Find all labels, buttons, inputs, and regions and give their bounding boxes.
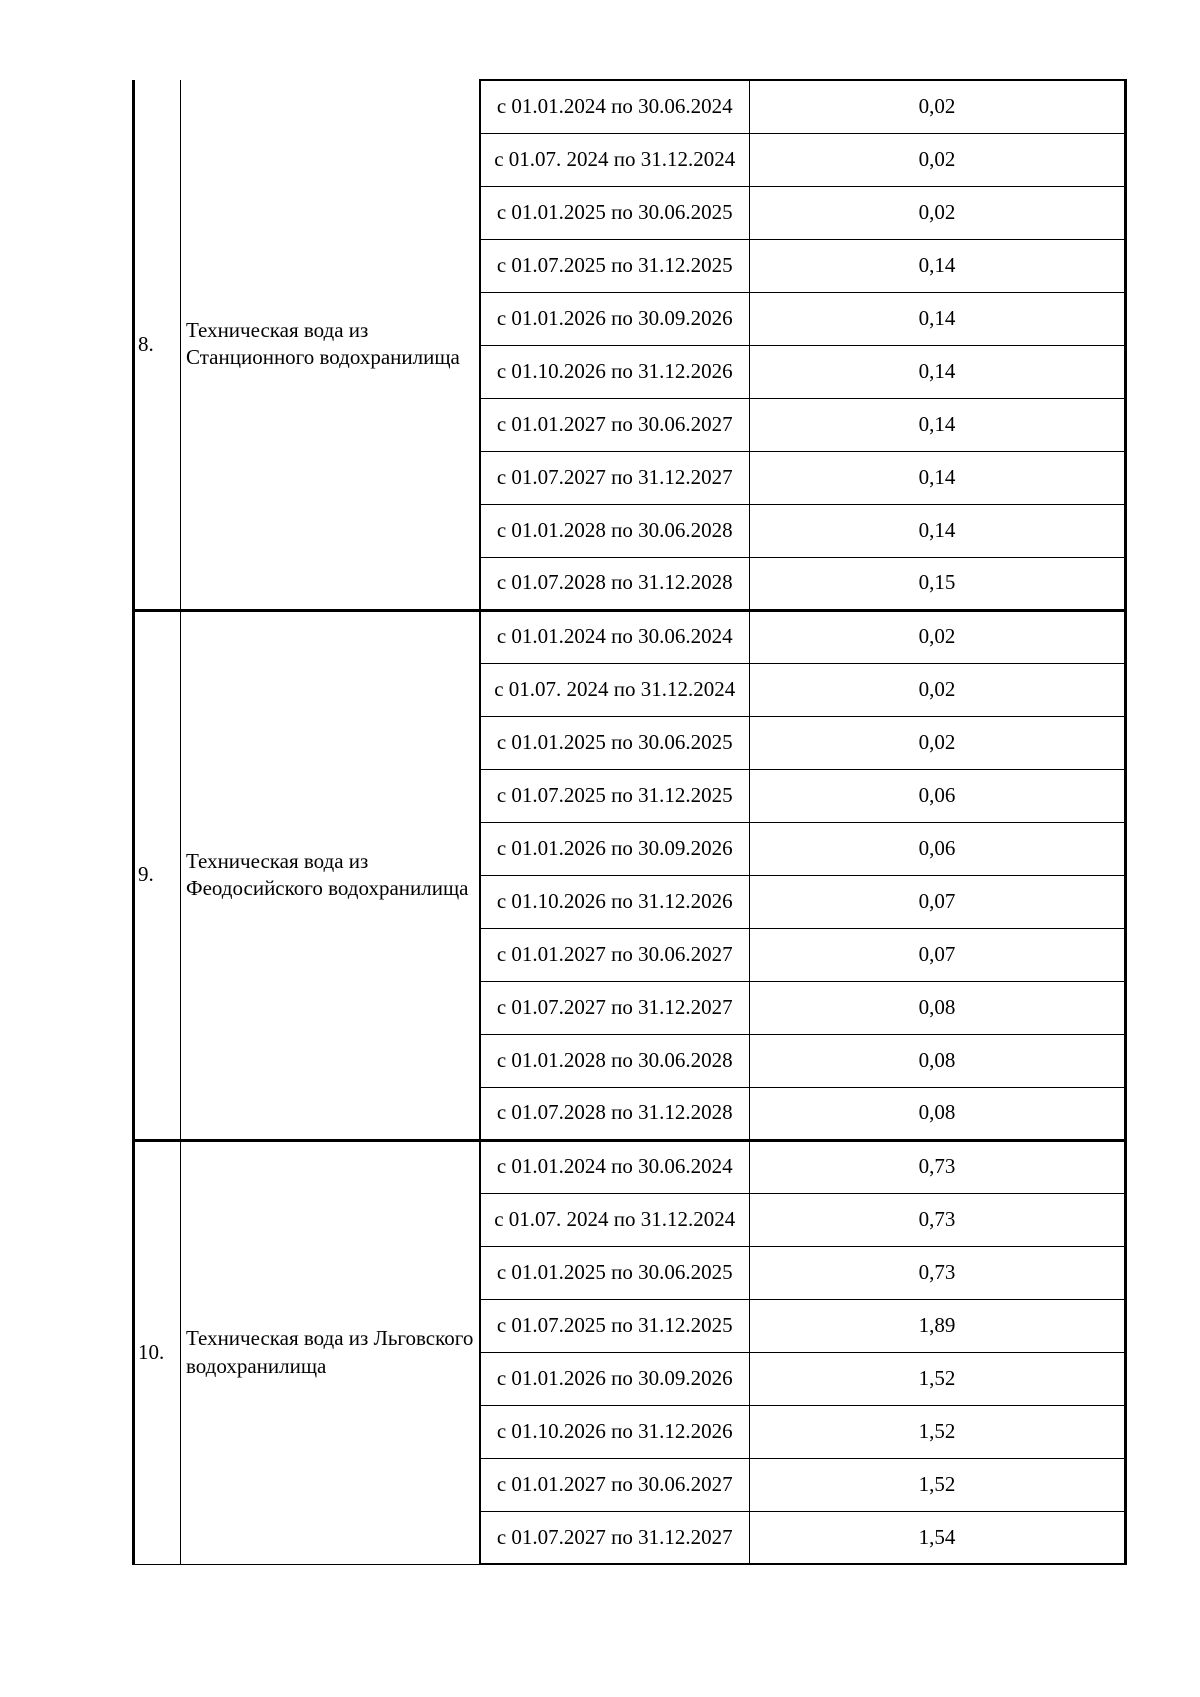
table-row <box>134 1140 1126 1193</box>
period-cell: с 01.07.2027 по 31.12.2027 <box>480 451 750 504</box>
value-cell: 0,02 <box>750 663 1126 716</box>
value-cell: 0,14 <box>750 504 1126 557</box>
period-cell: с 01.07.2025 по 31.12.2025 <box>480 1299 750 1352</box>
value-cell: 0,14 <box>750 292 1126 345</box>
period-cell: с 01.01.2028 по 30.06.2028 <box>480 1034 750 1087</box>
period-cell: с 01.10.2026 по 31.12.2026 <box>480 1405 750 1458</box>
period-cell: с 01.07.2025 по 31.12.2025 <box>480 769 750 822</box>
period-cell: с 01.07.2027 по 31.12.2027 <box>480 981 750 1034</box>
value-cell: 0,06 <box>750 822 1126 875</box>
value-cell: 0,14 <box>750 239 1126 292</box>
value-cell: 0,02 <box>750 80 1126 133</box>
item-name: Техническая вода из Феодосийского водохранилища <box>181 610 480 1140</box>
period-cell: с 01.01.2025 по 30.06.2025 <box>480 716 750 769</box>
item-number: 9. <box>134 610 181 1140</box>
period-cell: с 01.07. 2024 по 31.12.2024 <box>480 133 750 186</box>
value-cell: 0,02 <box>750 716 1126 769</box>
value-cell: 0,14 <box>750 451 1126 504</box>
tariff-table <box>132 79 1127 1565</box>
table-row <box>134 610 1126 663</box>
value-cell: 0,02 <box>750 186 1126 239</box>
item-name: Техническая вода из Станционного водохранилища <box>181 80 480 610</box>
value-cell: 0,73 <box>750 1193 1126 1246</box>
value-cell: 0,07 <box>750 928 1126 981</box>
table-row <box>134 80 1126 133</box>
period-cell: с 01.01.2027 по 30.06.2027 <box>480 1458 750 1511</box>
value-cell: 0,02 <box>750 610 1126 663</box>
period-cell: с 01.07.2027 по 31.12.2027 <box>480 1511 750 1564</box>
value-cell: 0,02 <box>750 133 1126 186</box>
value-cell: 0,06 <box>750 769 1126 822</box>
period-cell: с 01.01.2026 по 30.09.2026 <box>480 292 750 345</box>
period-cell: с 01.10.2026 по 31.12.2026 <box>480 875 750 928</box>
value-cell: 0,15 <box>750 557 1126 610</box>
value-cell: 0,07 <box>750 875 1126 928</box>
period-cell: с 01.01.2028 по 30.06.2028 <box>480 504 750 557</box>
value-cell: 0,08 <box>750 1034 1126 1087</box>
value-cell: 0,73 <box>750 1140 1126 1193</box>
value-cell: 1,52 <box>750 1352 1126 1405</box>
value-cell: 0,08 <box>750 981 1126 1034</box>
value-cell: 1,52 <box>750 1405 1126 1458</box>
period-cell: с 01.07.2028 по 31.12.2028 <box>480 557 750 610</box>
period-cell: с 01.01.2024 по 30.06.2024 <box>480 610 750 663</box>
item-number: 10. <box>134 1140 181 1564</box>
period-cell: с 01.01.2025 по 30.06.2025 <box>480 1246 750 1299</box>
value-cell: 0,73 <box>750 1246 1126 1299</box>
item-name: Техническая вода из Льговского водохранилища <box>181 1140 480 1564</box>
period-cell: с 01.01.2026 по 30.09.2026 <box>480 822 750 875</box>
value-cell: 0,08 <box>750 1087 1126 1140</box>
period-cell: с 01.07.2028 по 31.12.2028 <box>480 1087 750 1140</box>
period-cell: с 01.01.2027 по 30.06.2027 <box>480 398 750 451</box>
period-cell: с 01.01.2027 по 30.06.2027 <box>480 928 750 981</box>
period-cell: с 01.10.2026 по 31.12.2026 <box>480 345 750 398</box>
period-cell: с 01.07. 2024 по 31.12.2024 <box>480 663 750 716</box>
value-cell: 1,89 <box>750 1299 1126 1352</box>
period-cell: с 01.01.2024 по 30.06.2024 <box>480 1140 750 1193</box>
period-cell: с 01.07.2025 по 31.12.2025 <box>480 239 750 292</box>
period-cell: с 01.01.2024 по 30.06.2024 <box>480 80 750 133</box>
period-cell: с 01.07. 2024 по 31.12.2024 <box>480 1193 750 1246</box>
period-cell: с 01.01.2025 по 30.06.2025 <box>480 186 750 239</box>
value-cell: 1,52 <box>750 1458 1126 1511</box>
value-cell: 0,14 <box>750 398 1126 451</box>
item-number: 8. <box>134 80 181 610</box>
tariff-table-body <box>134 80 1126 1564</box>
period-cell: с 01.01.2026 по 30.09.2026 <box>480 1352 750 1405</box>
value-cell: 1,54 <box>750 1511 1126 1564</box>
value-cell: 0,14 <box>750 345 1126 398</box>
